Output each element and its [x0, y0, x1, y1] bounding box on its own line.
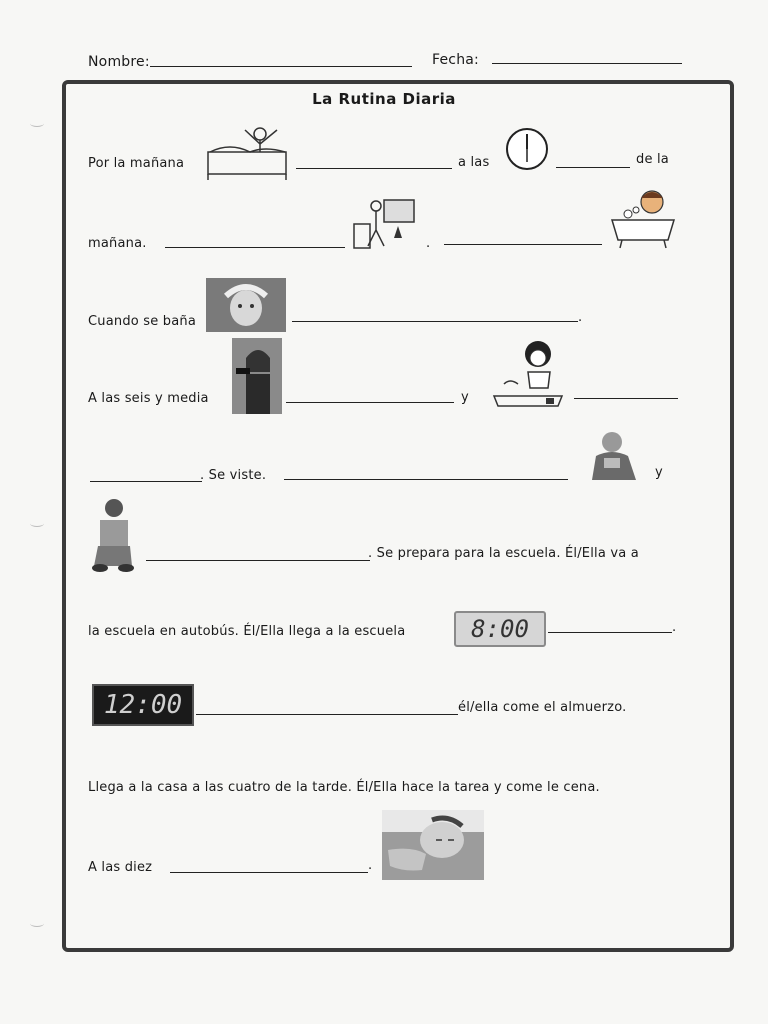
- blank-1[interactable]: [296, 168, 452, 169]
- bathtub-icon: [608, 186, 678, 252]
- margin-mark: [30, 520, 44, 527]
- text-cuando-se-bana: Cuando se baña: [88, 314, 196, 329]
- child-putting-on-shoes-photo: [88, 498, 138, 574]
- text-y: y: [461, 390, 469, 405]
- blank-2[interactable]: [556, 167, 630, 168]
- text-llega-a-la-casa: Llega a la casa a las cuatro de la tarde. Él/Ella hace la tarea y come le cena.: [88, 780, 600, 795]
- blank-8[interactable]: [90, 481, 202, 482]
- margin-mark: [30, 920, 44, 927]
- brushing-teeth-icon: [490, 338, 566, 410]
- child-washing-hair-photo: [206, 278, 286, 332]
- sleeping-baby-photo: [382, 810, 484, 880]
- text-la-escuela-en-autobus: la escuela en autobús. Él/Ella llega a la escuela: [88, 624, 406, 639]
- blank-5[interactable]: [292, 321, 578, 322]
- digital-clock-8-00: 8:00: [454, 611, 546, 647]
- blank-10[interactable]: [146, 560, 370, 561]
- text-por-la-manana: Por la mañana: [88, 156, 185, 171]
- blank-3[interactable]: [165, 247, 345, 248]
- child-buttoning-shirt-photo: [586, 430, 640, 480]
- text-a-las-seis-y-media: A las seis y media: [88, 391, 209, 406]
- blank-6[interactable]: [286, 402, 454, 403]
- wake-up-icon: [205, 122, 291, 184]
- worksheet-title: La Rutina Diaria: [312, 90, 456, 108]
- blank-9[interactable]: [284, 479, 568, 480]
- bathroom-icon: [350, 196, 418, 254]
- text-dot: .: [368, 858, 373, 873]
- date-label: Fecha:: [432, 52, 479, 68]
- blank-12[interactable]: [196, 714, 458, 715]
- name-field[interactable]: [150, 66, 412, 67]
- girl-drying-hair-photo: [232, 338, 282, 414]
- text-a-las: a las: [458, 155, 490, 170]
- text-manana: mañana.: [88, 236, 147, 251]
- text-come-el-almuerzo: él/ella come el almuerzo.: [458, 700, 627, 715]
- blank-4[interactable]: [444, 244, 602, 245]
- text-se-viste: . Se viste.: [200, 468, 267, 483]
- text-dot: .: [426, 236, 431, 251]
- text-se-prepara: . Se prepara para la escuela. Él/Ella va a: [368, 546, 639, 561]
- text-dot: .: [672, 620, 677, 635]
- text-y: y: [655, 465, 663, 480]
- clock-icon: [504, 126, 550, 172]
- date-field[interactable]: [492, 63, 682, 64]
- text-de-la: de la: [636, 152, 669, 167]
- blank-7[interactable]: [574, 398, 678, 399]
- name-label: Nombre:: [88, 54, 150, 70]
- blank-13[interactable]: [170, 872, 368, 873]
- text-a-las-diez: A las diez: [88, 860, 153, 875]
- text-dot: .: [578, 310, 583, 325]
- digital-clock-12-00: 12:00: [92, 684, 194, 726]
- blank-11[interactable]: [548, 632, 672, 633]
- margin-mark: [30, 120, 44, 127]
